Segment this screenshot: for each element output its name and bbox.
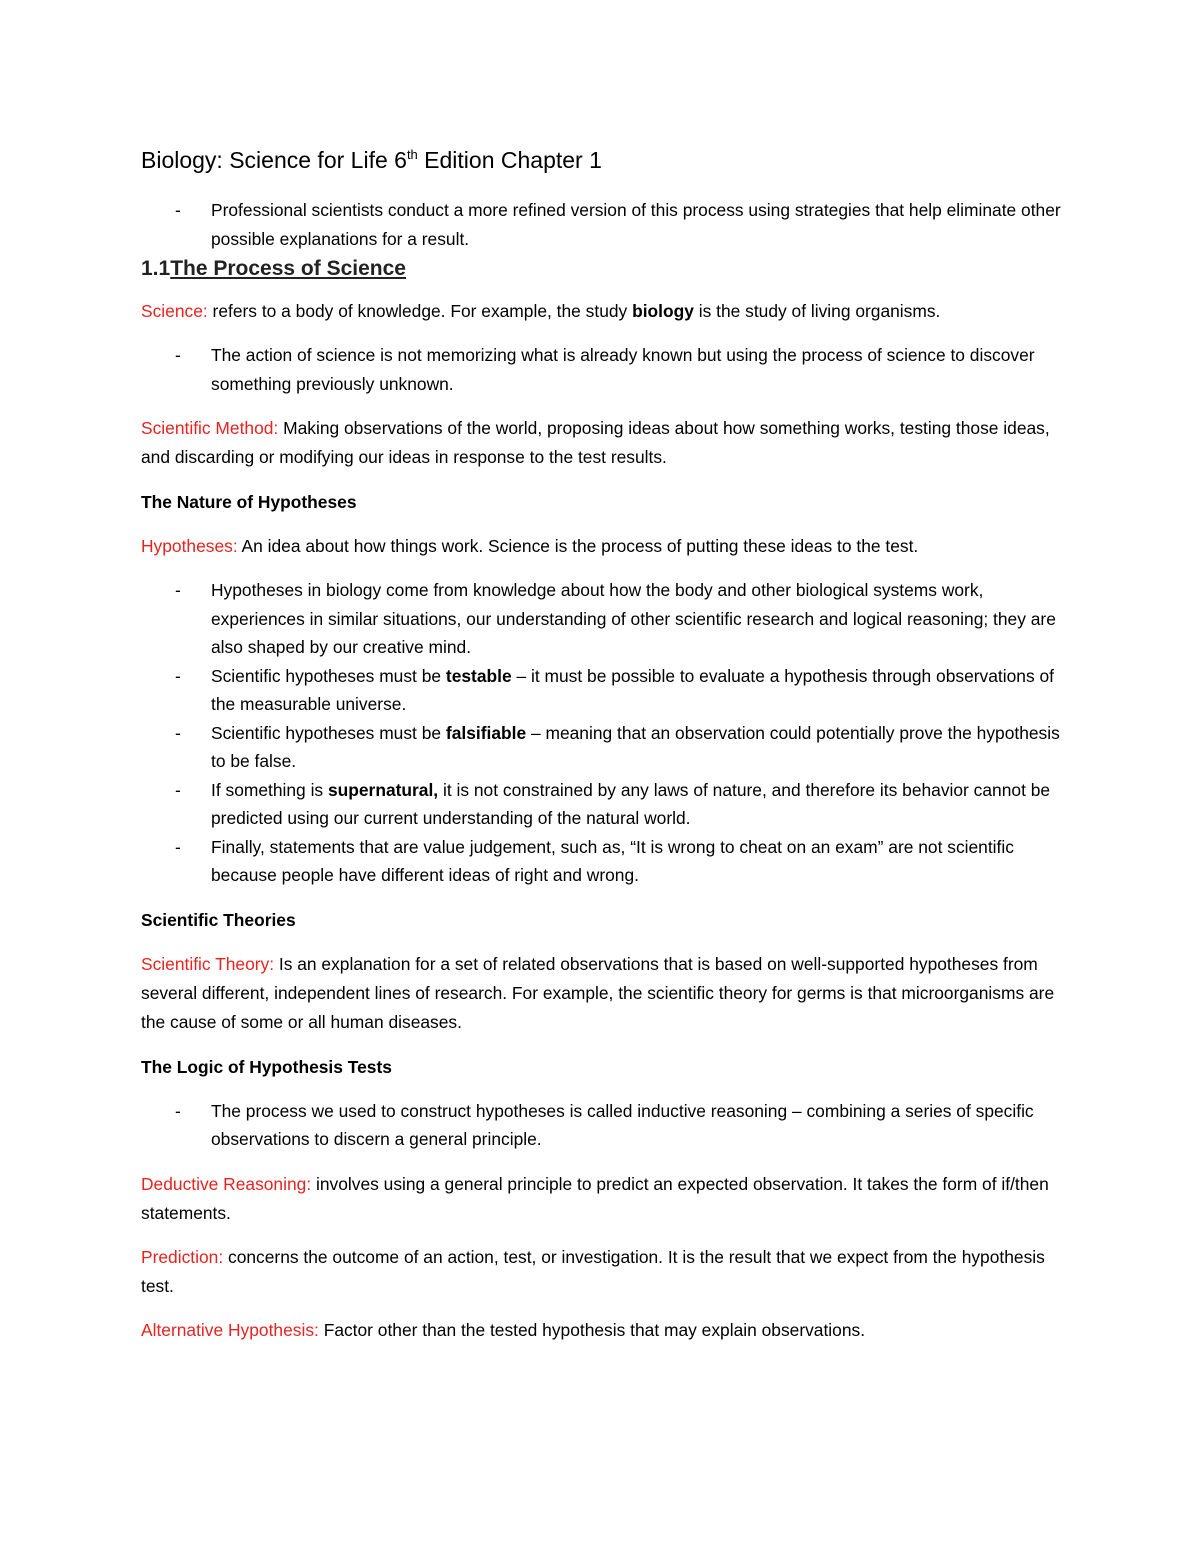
- term-label: Scientific Method:: [141, 418, 279, 438]
- prediction-definition: [141, 1243, 1061, 1301]
- bold-text: falsifiable: [445, 722, 527, 743]
- section-number: 1.1: [141, 257, 171, 280]
- bullet-dash: -: [175, 1100, 181, 1121]
- science-bullet-list: [141, 341, 1061, 398]
- term-label: Science:: [141, 301, 208, 321]
- term-label: Alternative Hypothesis:: [141, 1319, 319, 1340]
- bullet-text: The process we used to construct hypotheses is called inductive reasoning – combining a series of specific observations to discern a general principle.: [211, 1100, 1034, 1149]
- term-label: Prediction:: [141, 1246, 224, 1267]
- heading-scientific-theories: Scientific Theories: [141, 909, 296, 930]
- bullet-text: Scientific hypotheses must be: [211, 665, 446, 686]
- bullet-text: – it must be possible to evaluate a hypothesis through observations of the measurable universe.: [211, 665, 1054, 714]
- definition-text: Is an explanation for a set of related observations that is based on well-supported hypotheses from several different, independent lines of research. For example, the scientific theory for germs is that microorganisms are the cause of some or all human diseases.: [141, 953, 1055, 1032]
- bold-text: biology: [632, 301, 694, 321]
- method-definition: [141, 414, 1061, 472]
- term-label: Scientific Theory:: [141, 953, 275, 974]
- heading-nature-of-hypotheses: The Nature of Hypotheses: [141, 492, 357, 512]
- title-superscript: th: [406, 147, 418, 162]
- definition-text: involves using a general principle to predict an expected observation. It takes the form of if/then statements.: [141, 1173, 1049, 1223]
- list-item: [141, 833, 1061, 890]
- list-item: [141, 196, 1061, 253]
- deductive-definition: [141, 1170, 1061, 1228]
- bullet-dash: -: [175, 665, 181, 686]
- bullet-dash: -: [175, 836, 181, 857]
- theory-definition: [141, 950, 1061, 1037]
- bullet-text: – meaning that an observation could potentially prove the hypothesis to be false.: [211, 722, 1060, 771]
- bullet-dash: -: [175, 779, 181, 800]
- definition-text: Making observations of the world, proposing ideas about how something works, testing those ideas, and discarding or modifying our ideas in response to the test results.: [141, 418, 1050, 467]
- definition-text: is the study of living organisms.: [693, 301, 941, 321]
- definition-text: refers to a body of knowledge. For example, the study: [207, 301, 633, 321]
- definition-text: Factor other than the tested hypothesis that may explain observations.: [318, 1319, 866, 1340]
- bullet-text: it is not constrained by any laws of nature, and therefore its behavior cannot be predicted using our current understanding of the natural world.: [211, 779, 1051, 828]
- science-definition: [141, 297, 1061, 326]
- list-item: [141, 776, 1061, 833]
- bullet-text: The action of science is not memorizing what is already known but using the process of science to discover something previously unknown.: [211, 345, 1035, 394]
- bold-text: testable: [445, 665, 512, 686]
- bullet-text: Professional scientists conduct a more refined version of this process using strategies that help eliminate other possible explanations for a result.: [211, 200, 1061, 249]
- bullet-dash: -: [175, 200, 181, 220]
- list-item: [141, 1097, 1061, 1154]
- heading-logic-of-hypothesis-tests: The Logic of Hypothesis Tests: [141, 1056, 392, 1077]
- term-label: Deductive Reasoning:: [141, 1173, 312, 1194]
- bullet-text: Finally, statements that are value judgement, such as, “It is wrong to cheat on an exam” are not scientific because people have different ideas of right and wrong.: [211, 836, 1014, 885]
- bullet-dash: -: [175, 580, 181, 600]
- bullet-text: Hypotheses in biology come from knowledge about how the body and other biological systems work, experiences in similar situations, our understanding of other scientific research and logical reasoning; they are also shaped by our creative mind.: [211, 580, 1056, 657]
- bold-text: supernatural,: [327, 779, 439, 800]
- bullet-text: If something is: [211, 779, 328, 800]
- list-item: [141, 576, 1061, 662]
- document-page: [141, 140, 1061, 1345]
- list-item: [141, 719, 1061, 776]
- document-title: [141, 140, 1061, 180]
- title-text-end: Edition Chapter 1: [417, 147, 602, 173]
- list-item: [141, 662, 1061, 719]
- bullet-text: Scientific hypotheses must be: [211, 722, 446, 743]
- intro-bullet-list: [141, 196, 1061, 253]
- hypotheses-definition: [141, 532, 1061, 561]
- hypotheses-bullet-list: [141, 576, 1061, 890]
- bullet-dash: -: [175, 722, 181, 743]
- definition-text: An idea about how things work. Science is the process of putting these ideas to the test.: [237, 536, 919, 556]
- title-text: Biology: Science for Life 6: [141, 147, 407, 173]
- logic-bullet-list: [141, 1097, 1061, 1154]
- definition-text: concerns the outcome of an action, test, or investigation. It is the result that we expect from the hypothesis test.: [141, 1246, 1045, 1296]
- section-heading: [141, 253, 1061, 285]
- bullet-dash: -: [175, 345, 181, 365]
- list-item: [141, 341, 1061, 398]
- section-title: The Process of Science: [170, 257, 406, 280]
- alternative-definition: [141, 1316, 1061, 1345]
- term-label: Hypotheses:: [141, 536, 238, 556]
